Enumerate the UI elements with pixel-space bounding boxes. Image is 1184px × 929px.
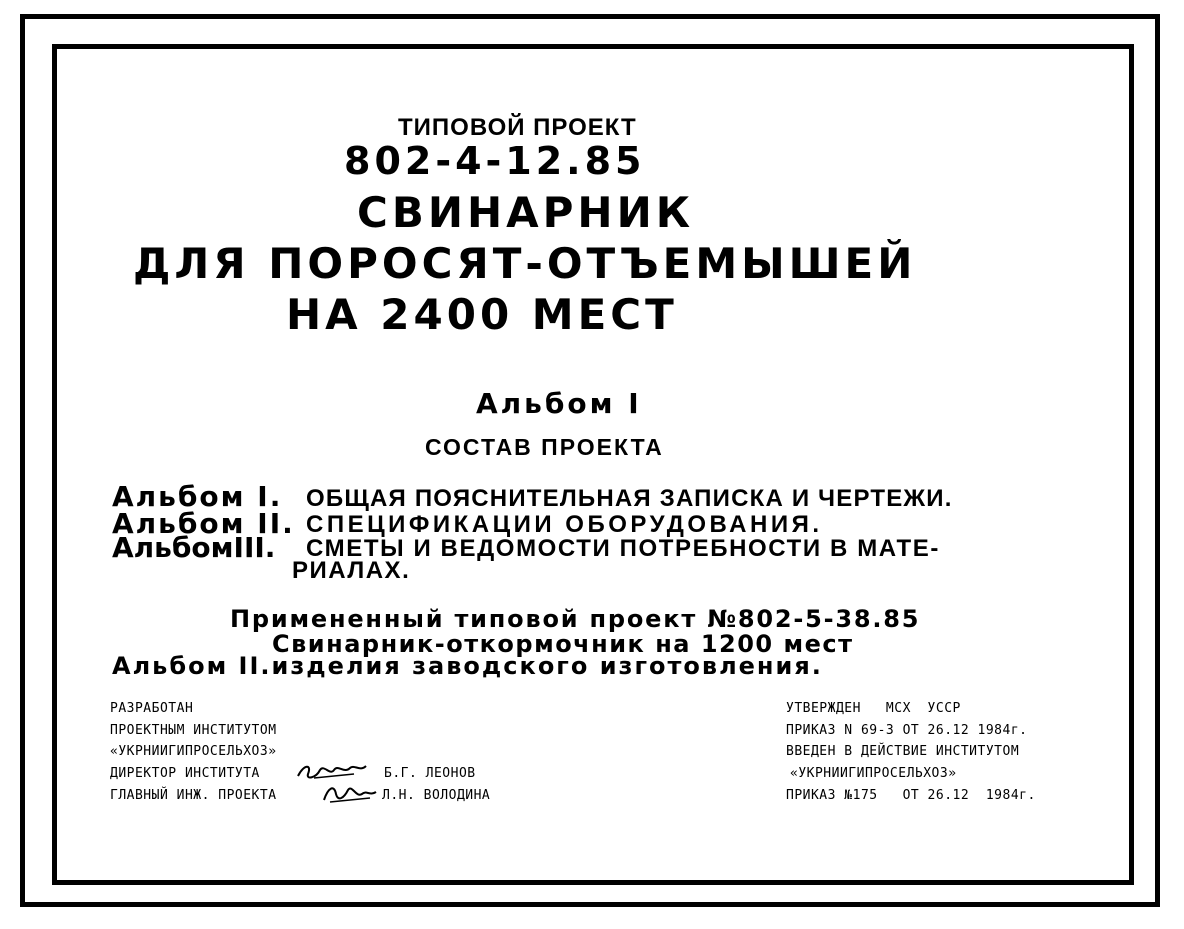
director-label: ДИРЕКТОР ИНСТИТУТА [110, 766, 260, 781]
applied-line-1: Примененный типовой проект №802-5-38.85 [230, 605, 921, 633]
album-label: Альбом I [476, 387, 642, 420]
contents-text-3: СМЕТЫ И ВЕДОМОСТИ ПОТРЕБНОСТИ В МАТЕ- [306, 535, 940, 562]
contents-album-3: АльбомIII. [112, 531, 276, 564]
contents-text-3-continuation: РИАЛАХ. [292, 557, 411, 584]
applied-line-2: Свинарник-откормочник на 1200 мест [272, 630, 854, 658]
project-number: 802-4-12.85 [344, 139, 646, 183]
composition-heading: СОСТАВ ПРОЕКТА [425, 434, 664, 460]
approval-line-3: ВВЕДЕН В ДЕЙСТВИЕ ИНСТИТУТОМ [786, 744, 1020, 759]
approval-line-1: УТВЕРЖДЕН МСХ УССР [786, 701, 961, 716]
title-line-2: ДЛЯ ПОРОСЯТ-ОТЪЕМЫШЕЙ [133, 239, 917, 288]
contents-text-1: ОБЩАЯ ПОЯСНИТЕЛЬНАЯ ЗАПИСКА И ЧЕРТЕЖИ. [306, 485, 953, 512]
approval-line-2: ПРИКАЗ N 69-3 ОТ 26.12 1984г. [786, 723, 1028, 738]
project-type: ТИПОВОЙ ПРОЕКТ [398, 114, 637, 141]
chief-signature [320, 780, 380, 806]
chief-name: Л.Н. ВОЛОДИНА [382, 788, 491, 803]
contents-album-2: Альбом II. [112, 507, 295, 540]
contents-album-1: Альбом I. [112, 480, 283, 513]
contents-text-2: СПЕЦИФИКАЦИИ ОБОРУДОВАНИЯ. [306, 511, 823, 538]
title-line-3: НА 2400 МЕСТ [286, 290, 678, 339]
director-name: Б.Г. ЛЕОНОВ [384, 766, 476, 781]
approval-line-4: «УКРНИИГИПРОСЕЛЬХОЗ» [790, 766, 957, 781]
developer-line-3: «УКРНИИГИПРОСЕЛЬХОЗ» [110, 744, 277, 759]
chief-label: ГЛАВНЫЙ ИНЖ. ПРОЕКТА [110, 788, 277, 803]
approval-line-5: ПРИКАЗ №175 ОТ 26.12 1984г. [786, 788, 1036, 803]
applied-line-3: Альбом II.изделия заводского изготовления. [112, 652, 823, 680]
title-line-1: СВИНАРНИК [357, 188, 695, 237]
developer-line-1: РАЗРАБОТАН [110, 701, 194, 716]
developer-line-2: ПРОЕКТНЫМ ИНСТИТУТОМ [110, 723, 277, 738]
